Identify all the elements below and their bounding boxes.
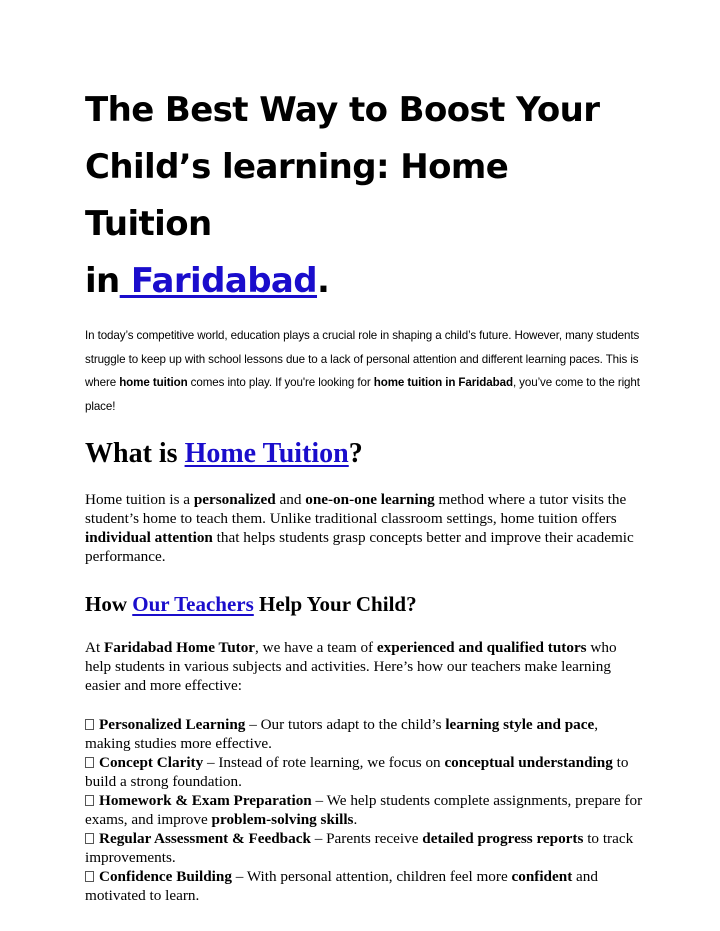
- checkbox-icon: [85, 757, 94, 768]
- list-item-bold: confident: [511, 868, 573, 885]
- list-item: [85, 867, 645, 905]
- list-item-title: Homework & Exam Preparation: [99, 792, 312, 809]
- our-teachers-link[interactable]: Our Teachers: [132, 592, 254, 616]
- intro-text: comes into play. If you're looking for: [187, 376, 374, 389]
- list-item-title: Regular Assessment & Feedback: [99, 830, 311, 847]
- list-item-bold: conceptual understanding: [444, 754, 613, 771]
- list-item-text: and motivated to learn.: [85, 868, 598, 904]
- intro-paragraph: [85, 324, 645, 418]
- bold-text: one-on-one learning: [305, 491, 435, 508]
- body-text: Home tuition is a: [85, 491, 194, 508]
- list-item-text: to build a strong foundation.: [85, 754, 629, 790]
- list-item-bold: problem-solving skills: [211, 811, 354, 828]
- list-item: [85, 753, 645, 791]
- checkbox-icon: [85, 719, 94, 730]
- list-item-text: – With personal attention, children feel more: [231, 868, 512, 885]
- list-item-title: Personalized Learning: [99, 716, 246, 733]
- checkbox-icon: [85, 871, 94, 882]
- bold-text: experienced and qualified tutors: [376, 639, 587, 656]
- list-item-bold: detailed progress reports: [422, 830, 584, 847]
- checkbox-icon: [85, 833, 94, 844]
- bold-text: personalized: [193, 491, 276, 508]
- intro-bold-home-tuition: home tuition: [119, 376, 188, 389]
- heading-text: ?: [348, 438, 363, 469]
- list-item-text: .: [353, 811, 358, 828]
- checkbox-icon: [85, 795, 94, 806]
- list-item: [85, 791, 645, 829]
- page-title: [85, 82, 645, 310]
- heading-text: How: [85, 592, 133, 616]
- list-item: [85, 829, 645, 867]
- list-item-text: – Our tutors adapt to the child’s: [245, 716, 446, 733]
- intro-text: , you’ve come to the right place!: [85, 376, 640, 413]
- section1-paragraph: [85, 490, 645, 566]
- list-item-bold: learning style and pace: [445, 716, 595, 733]
- title-line-3-suffix: .: [317, 261, 330, 301]
- body-text: and: [275, 491, 306, 508]
- bold-text: Faridabad Home Tutor: [103, 639, 256, 656]
- body-text: At: [85, 639, 104, 656]
- body-text: method where a tutor visits the student’s home to teach them. Unlike traditional classroom settings, home tuition offers: [85, 491, 627, 527]
- list-item-title: Confidence Building: [99, 868, 232, 885]
- list-item-title: Concept Clarity: [99, 754, 204, 771]
- intro-text: In today’s competitive world, education plays a crucial role in shaping a child’s future. However, many students struggle to keep up with school lessons due to a lack of personal attention and different learning paces. This is where: [85, 329, 640, 389]
- section-heading-what-is: [85, 437, 645, 471]
- home-tuition-link[interactable]: Home Tuition: [184, 438, 349, 469]
- body-text: who help students in various subjects and activities. Here’s how our teachers make learning easier and more effective:: [85, 639, 617, 694]
- title-line-2: Child’s learning: Home Tuition: [85, 147, 509, 244]
- title-line-1: The Best Way to Boost Your: [85, 90, 600, 130]
- benefits-list: [85, 715, 645, 905]
- body-text: , we have a team of: [255, 639, 377, 656]
- title-line-3-prefix: in: [85, 261, 120, 301]
- bold-text: individual attention: [85, 529, 213, 546]
- heading-text: What is: [85, 438, 185, 469]
- list-item: [85, 715, 645, 753]
- heading-text: Help Your Child?: [253, 592, 417, 616]
- list-item-text: , making studies more effective.: [85, 716, 599, 752]
- section2-paragraph: [85, 638, 645, 695]
- faridabad-link[interactable]: Faridabad: [119, 261, 318, 301]
- section-heading-how-teachers: [85, 590, 645, 618]
- list-item-text: – Instead of rote learning, we focus on: [203, 754, 445, 771]
- list-item-text: – Parents receive: [310, 830, 423, 847]
- body-text: that helps students grasp concepts better and improve their academic performance.: [85, 529, 634, 565]
- list-item-text: to track improvements.: [85, 830, 634, 866]
- list-item-text: – We help students complete assignments, prepare for exams, and improve: [85, 792, 643, 828]
- intro-bold-home-tuition-faridabad: home tuition in Faridabad: [373, 376, 513, 389]
- document-content: [85, 82, 645, 905]
